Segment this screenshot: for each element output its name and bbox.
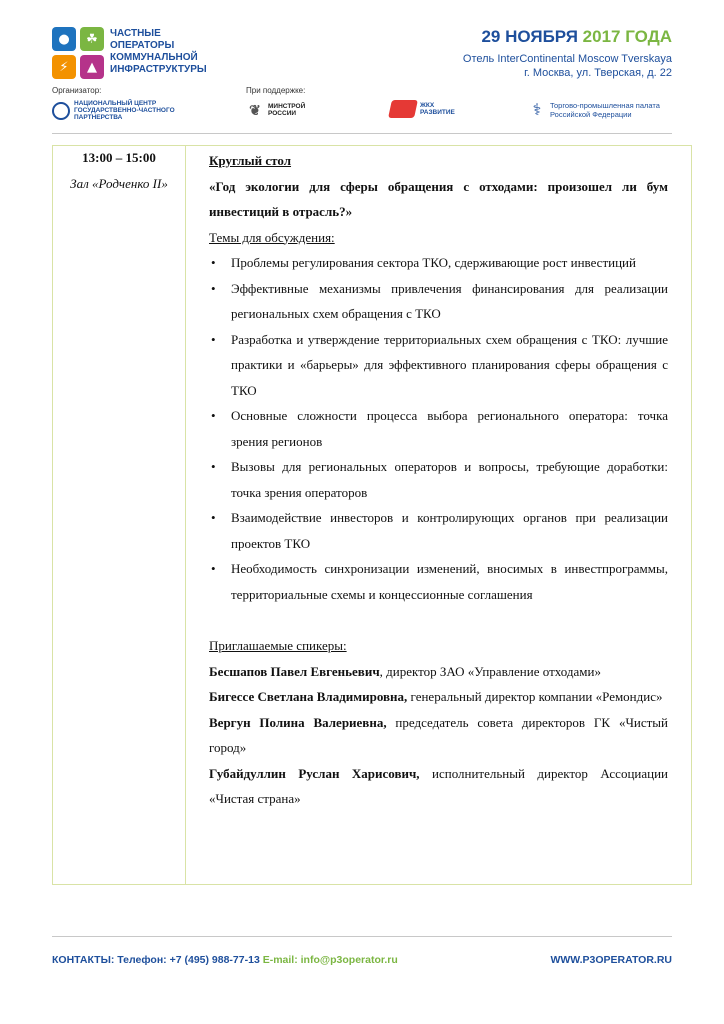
ncgchp-emblem-icon [52, 102, 70, 120]
tpp-name-line: Российской Федерации [550, 110, 632, 119]
topics-list [209, 250, 668, 607]
tpp-name-line: Торгово-промышленная палата [550, 101, 660, 110]
support-label: При поддержке: [246, 86, 306, 95]
venue-hotel: Отель InterContinental Moscow Tverskaya [462, 53, 672, 65]
organizer-name-line: НАЦИОНАЛЬНЫЙ ЦЕНТР [74, 100, 157, 107]
eagle-emblem-icon: ❦ [249, 101, 261, 118]
minstroy-name-line: МИНСТРОЙ [268, 103, 306, 110]
organizer-name-line: ПАРТНЕРСТВА [74, 114, 123, 121]
list-item: • Вызовы для региональных операторов и вопросы, требующие доработки: точка зрения операторов [209, 454, 668, 505]
session-format: Круглый стол [209, 153, 292, 168]
org-logo [52, 27, 106, 81]
session-time-cell [53, 146, 185, 193]
list-item: • Основные сложности процесса выбора регионального оператора: точка зрения регионов [209, 403, 668, 454]
tpp-logo [530, 100, 660, 120]
session-content [209, 148, 668, 812]
page-footer [52, 954, 672, 966]
session-room: Зал «Родченко II» [70, 176, 168, 191]
event-date [481, 27, 672, 47]
speaker-name: Бесшапов Павел Евгеньевич [209, 663, 380, 679]
speaker-entry [209, 761, 668, 812]
org-name-line: ИНФРАСТРУКТУРЫ [110, 64, 207, 75]
topics-heading: Темы для обсуждения: [209, 229, 335, 245]
program-table [52, 145, 692, 885]
org-name-line: ЧАСТНЫЕ [110, 28, 161, 39]
footer-divider [52, 936, 672, 937]
speakers-heading: Приглашаемые спикеры: [209, 638, 347, 653]
organizer-logo [52, 100, 175, 121]
speaker-entry [209, 659, 668, 685]
contacts-phone: КОНТАКТЫ: Телефон: +7 (495) 988-77-13 [52, 954, 263, 966]
list-item: • Разработка и утверждение территориальных схем обращения с ТКО: лучшие практики и «барьеры» для эффективного планирования сферы обращения с ТКО [209, 327, 668, 404]
speaker-name: Губайдуллин Руслан Харисович, [209, 765, 420, 781]
caduceus-icon: ⚕ [532, 101, 542, 119]
flame-icon: ▲ [80, 55, 104, 79]
organizer-name-line: ГОСУДАРСТВЕННО-ЧАСТНОГО [74, 107, 175, 114]
org-name-line: КОММУНАЛЬНОЙ [110, 52, 198, 63]
speaker-name: Вергун Полина Валериевна, [209, 714, 387, 730]
minstroy-logo [246, 100, 305, 120]
zhkh-name-line: РАЗВИТИЕ [420, 109, 455, 116]
event-date-year: 2017 ГОДА [582, 27, 672, 46]
speaker-entry [209, 710, 668, 761]
event-date-day: 29 НОЯБРЯ [481, 27, 583, 46]
org-name-line: ОПЕРАТОРЫ [110, 40, 175, 51]
list-item: • Необходимость синхронизации изменений, вносимых в инвестпрограммы, территориальные схемы и концессионные соглашения [209, 556, 668, 607]
speaker-role: генеральный директор компании «Ремондис» [407, 689, 663, 704]
organizer-label: Организатор: [52, 86, 102, 95]
zhkh-logo [390, 100, 455, 118]
column-divider [185, 146, 186, 884]
speaker-role: , директор ЗАО «Управление отходами» [379, 663, 601, 679]
header-divider [52, 133, 672, 134]
website-link[interactable]: WWW.P3OPERATOR.RU [550, 954, 672, 966]
page-header [0, 0, 724, 134]
session-time: 13:00 – 15:00 [82, 150, 156, 165]
zhkh-house-icon [388, 100, 418, 118]
event-venue [463, 52, 672, 80]
minstroy-name-line: РОССИИ [268, 110, 297, 117]
list-item: • Взаимодействие инвесторов и контролирующих органов при реализации проектов ТКО [209, 505, 668, 556]
venue-address: г. Москва, ул. Тверская, д. 22 [524, 67, 672, 79]
speaker-role: председатель совета директоров ГК «Чистый город» [209, 714, 668, 755]
leaf-icon: ☘ [80, 27, 104, 51]
session-title: «Год экологии для сферы обращения с отходами: произошел ли бум инвестиций в отрасль?» [209, 178, 668, 219]
speaker-name: Бигессе Светлана Владимировна, [209, 689, 408, 704]
zhkh-name-line: ЖКХ [420, 102, 435, 109]
speaker-role: исполнительный директор Ассоциации «Чистая страна» [209, 765, 668, 806]
footer-contacts [52, 954, 398, 966]
contacts-email-link[interactable]: E-mail: info@p3operator.ru [262, 954, 398, 966]
water-drop-icon: ● [52, 27, 76, 51]
lightning-icon: ⚡ [52, 55, 76, 79]
list-item: • Проблемы регулирования сектора ТКО, сдерживающие рост инвестиций [209, 250, 668, 276]
org-name [110, 28, 230, 76]
spacer [209, 607, 668, 633]
speaker-entry [209, 684, 668, 710]
list-item: • Эффективные механизмы привлечения финансирования для реализации региональных схем обращения с ТКО [209, 276, 668, 327]
